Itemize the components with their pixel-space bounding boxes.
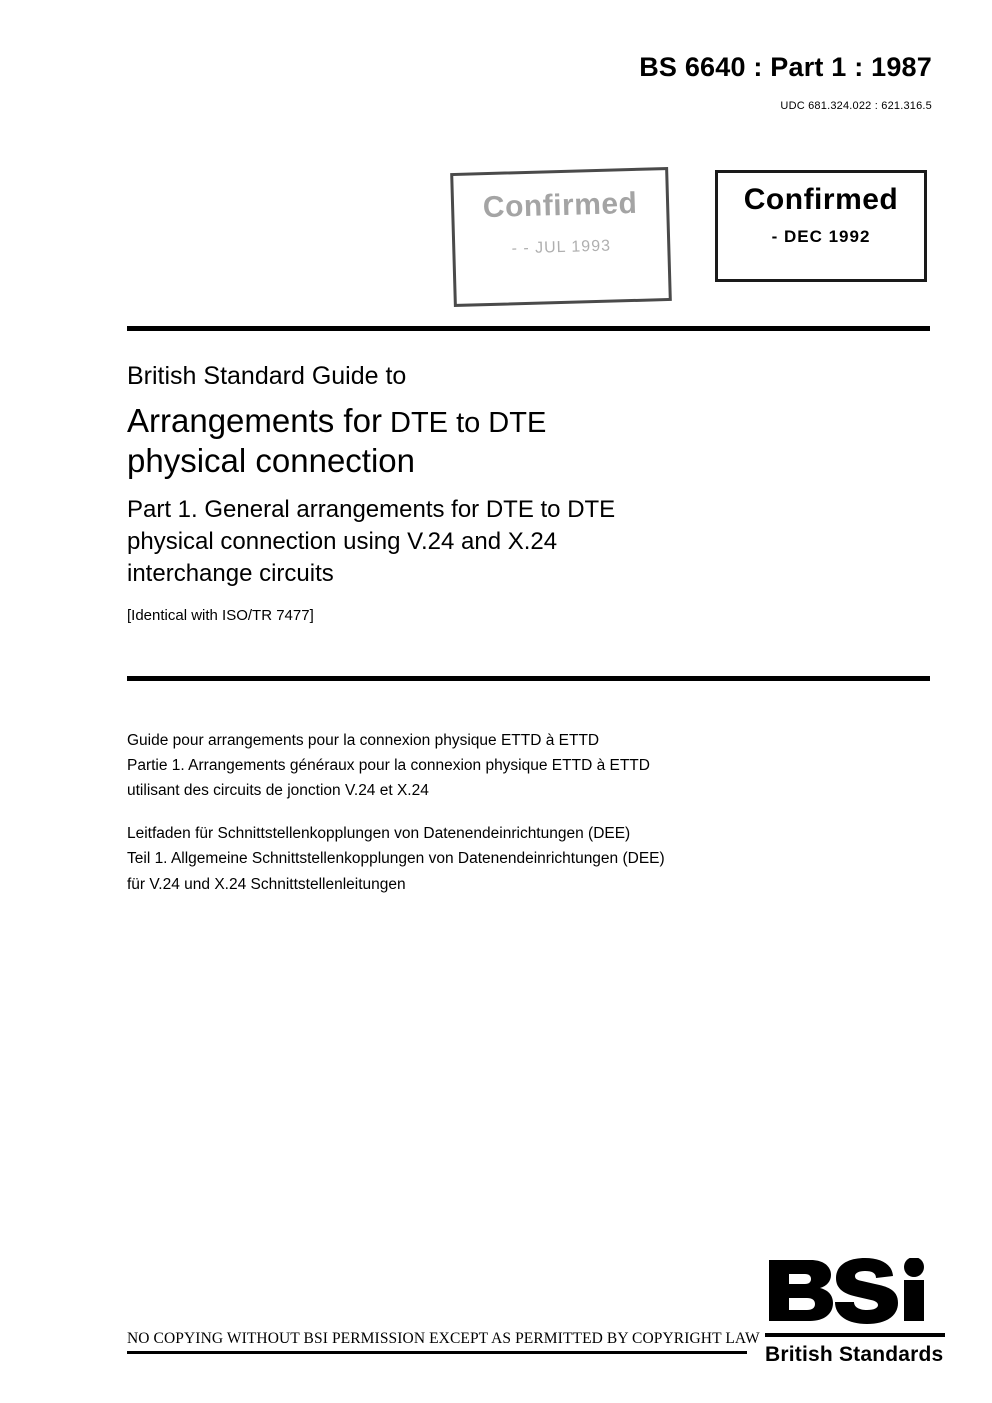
part-title-line1: Part 1. General arrangements for DTE to DTE (127, 496, 616, 524)
french-translation (127, 728, 887, 803)
german-translation (127, 821, 887, 896)
title-line1-light: DTE to DTE (381, 406, 547, 439)
udc-code: UDC 681.324.022 : 621.316.5 (780, 100, 932, 112)
divider-footer (127, 1351, 747, 1354)
french-line1: Guide pour arrangements pour la connexion physique ETTD à ETTD (127, 732, 600, 749)
title-line1-bold: Arrangements for (127, 401, 382, 439)
bsi-logo-words: British Standards (765, 1343, 944, 1366)
standard-reference: BS 6640 : Part 1 : 1987 (639, 52, 932, 82)
identical-note: [Identical with ISO/TR 7477] (127, 607, 314, 625)
german-line2: Teil 1. Allgemeine Schnittstellenkopplungen von Datenendeinrichtungen (DEE) (127, 850, 665, 868)
title-line2: physical connection (127, 442, 416, 480)
divider-top (127, 326, 930, 331)
french-line3: utilisant des circuits de jonction V.24 et X.24 (127, 782, 429, 800)
stamp-date: - - JUL 1993 (511, 237, 612, 258)
confirmed-stamp-1993 (450, 167, 672, 307)
part-title-line2: physical connection using V.24 and X.24 (127, 528, 558, 556)
french-line2: Partie 1. Arrangements généraux pour la connexion physique ETTD à ETTD (127, 757, 650, 775)
stamp-date: - DEC 1992 (771, 227, 871, 246)
bsi-logo (765, 1258, 945, 1367)
page-title (127, 401, 867, 483)
confirmed-stamp-1992 (715, 170, 927, 282)
translations-block (127, 728, 887, 897)
part-title-line3: interchange circuits (127, 560, 334, 588)
guide-to-label: British Standard Guide to (127, 362, 407, 390)
copyright-notice: NO COPYING WITHOUT BSI PERMISSION EXCEPT AS PERMITTED BY COPYRIGHT LAW (127, 1330, 760, 1347)
divider-middle (127, 676, 930, 681)
bsi-logo-underline (765, 1333, 945, 1337)
part-title (127, 494, 867, 590)
german-line1: Leitfaden für Schnittstellenkopplungen von Datenendeinrichtungen (DEE) (127, 825, 631, 843)
german-line3: für V.24 und X.24 Schnittstellenleitungen (127, 875, 406, 893)
stamp-word: Confirmed (743, 183, 899, 216)
stamp-word: Confirmed (482, 186, 638, 225)
title-block (127, 362, 867, 626)
bsi-logo-icon (765, 1258, 945, 1330)
